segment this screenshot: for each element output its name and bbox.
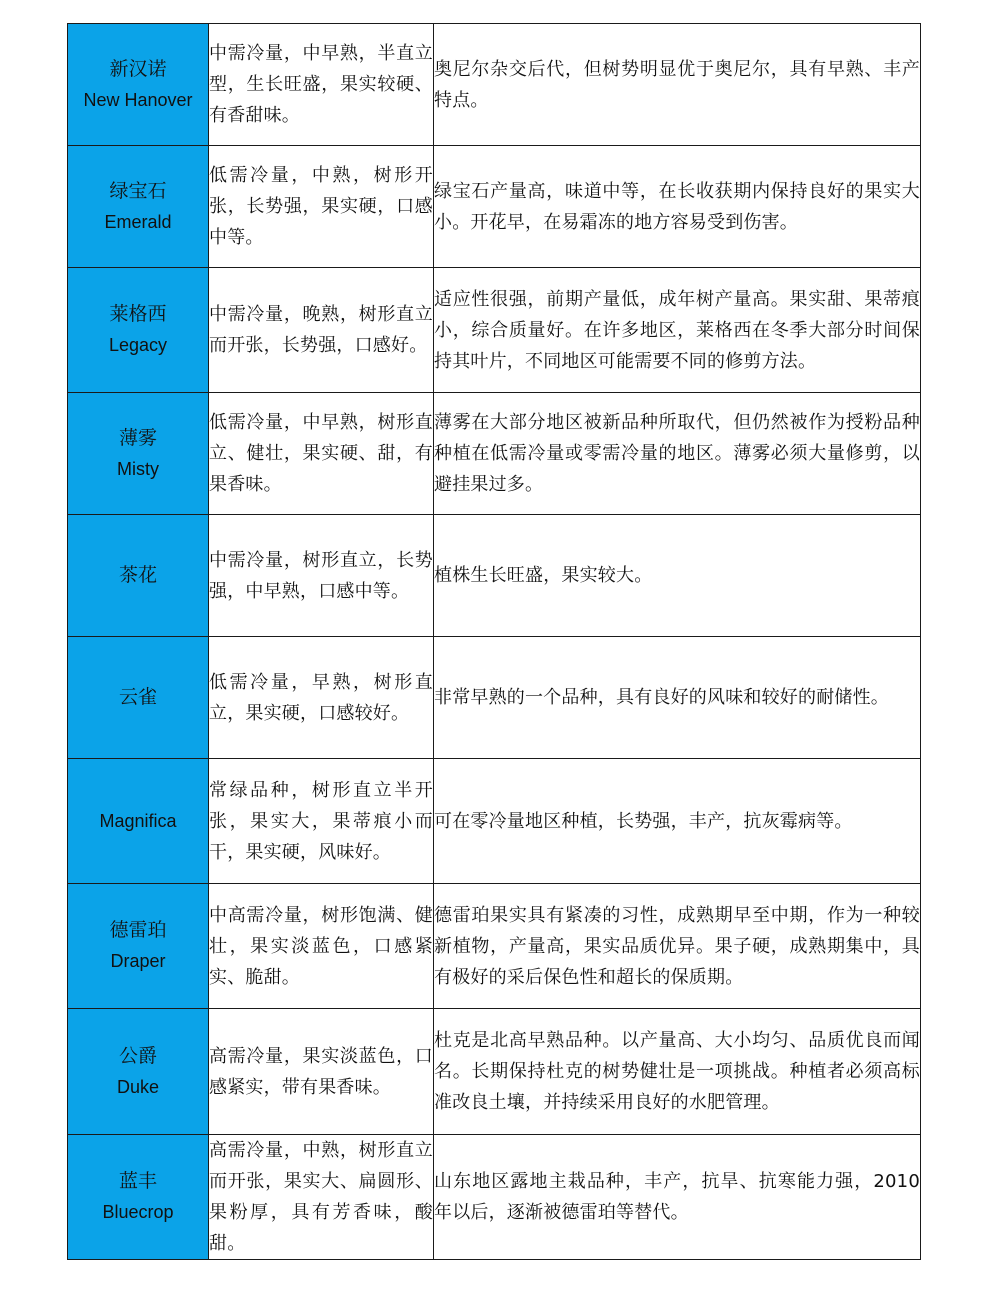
table-row [68, 393, 921, 515]
variety-name-cn: 薄雾 [118, 426, 157, 449]
table-row [68, 1135, 921, 1260]
variety-name-cell [68, 1009, 209, 1135]
variety-traits: 高需冷量，果实淡蓝色，口感紧实，带有果香味。 [209, 1009, 434, 1135]
variety-name-cn: 莱格西 [109, 303, 167, 325]
variety-description: 可在零冷量地区种植，长势强，丰产，抗灰霉病等。 [434, 759, 921, 884]
variety-description: 绿宝石产量高，味道中等，在长收获期内保持良好的果实大小。开花早，在易霜冻的地方容易受到伤害。 [434, 146, 921, 268]
variety-name-en: Emerald [104, 211, 172, 232]
variety-name-cn: 云雀 [118, 686, 157, 708]
variety-name-cell [68, 515, 209, 637]
variety-name-cell [68, 759, 209, 884]
variety-description: 薄雾在大部分地区被新品种所取代，但仍然被作为授粉品种种植在低需冷量或零需冷量的地区。薄雾必须大量修剪，以避挂果过多。 [434, 393, 921, 515]
variety-name-en: Misty [117, 458, 159, 479]
table-row [68, 1009, 921, 1135]
variety-description: 杜克是北高早熟品种。以产量高、大小均匀、品质优良而闻名。长期保持杜克的树势健壮是一项挑战。种植者必须高标准改良土壤，并持续采用良好的水肥管理。 [434, 1009, 921, 1135]
variety-name-cell [68, 884, 209, 1009]
variety-name-cell [68, 637, 209, 759]
table-row [68, 637, 921, 759]
variety-name-cn: 公爵 [118, 1044, 157, 1067]
variety-name-en: New Hanover [83, 89, 193, 110]
table-row [68, 24, 921, 146]
variety-name-cn: 新汉诺 [109, 57, 167, 80]
variety-name-cn: 绿宝石 [109, 179, 167, 202]
variety-name-cell [68, 393, 209, 515]
variety-name-cn: 德雷珀 [109, 919, 167, 941]
variety-traits: 常绿品种，树形直立半开张，果实大，果蒂痕小而干，果实硬，风味好。 [209, 759, 434, 884]
variety-traits: 低需冷量，中早熟，树形直立、健壮，果实硬、甜，有果香味。 [209, 393, 434, 515]
variety-traits: 高需冷量，中熟，树形直立而开张，果实大、扁圆形、果粉厚，具有芳香味，酸甜。 [209, 1135, 434, 1260]
variety-name-cell [68, 146, 209, 268]
variety-description: 适应性很强，前期产量低，成年树产量高。果实甜、果蒂痕小，综合质量好。在许多地区，莱格西在冬季大部分时间保持其叶片，不同地区可能需要不同的修剪方法。 [434, 268, 921, 393]
variety-description: 非常早熟的一个品种，具有良好的风味和较好的耐储性。 [434, 637, 921, 759]
variety-traits: 中需冷量，中早熟，半直立型，生长旺盛，果实较硬、有香甜味。 [209, 24, 434, 146]
variety-name-en: Draper [110, 951, 166, 971]
variety-name-en: Bluecrop [102, 1202, 174, 1222]
variety-name-cell [68, 1135, 209, 1260]
table-row [68, 146, 921, 268]
variety-name-en: Magnifica [99, 810, 177, 831]
variety-name-cn: 茶花 [118, 564, 157, 586]
variety-description: 植株生长旺盛，果实较大。 [434, 515, 921, 637]
variety-traits: 低需冷量，早熟，树形直立，果实硬，口感较好。 [209, 637, 434, 759]
variety-name-en: Legacy [108, 335, 168, 355]
variety-description: 德雷珀果实具有紧凑的习性，成熟期早至中期，作为一种较新植物，产量高，果实品质优异。果子硬，成熟期集中，具有极好的采后保色性和超长的保质期。 [434, 884, 921, 1009]
table-row [68, 884, 921, 1009]
variety-name-cell [68, 24, 209, 146]
variety-name-cell [68, 268, 209, 393]
variety-traits: 中需冷量，树形直立，长势强，中早熟，口感中等。 [209, 515, 434, 637]
variety-description: 奥尼尔杂交后代，但树势明显优于奥尼尔，具有早熟、丰产特点。 [434, 24, 921, 146]
variety-table [67, 23, 921, 1260]
table-row [68, 268, 921, 393]
variety-name-en: Duke [116, 1076, 160, 1097]
table-row [68, 515, 921, 637]
variety-description: 山东地区露地主栽品种，丰产，抗旱、抗寒能力强，2010 年以后，逐渐被德雷珀等替代。 [434, 1135, 921, 1260]
variety-traits: 低需冷量，中熟，树形开张，长势强，果实硬，口感中等。 [209, 146, 434, 268]
variety-traits: 中高需冷量，树形饱满、健壮，果实淡蓝色，口感紧实、脆甜。 [209, 884, 434, 1009]
table-row [68, 759, 921, 884]
variety-name-cn: 蓝丰 [118, 1170, 157, 1192]
variety-traits: 中需冷量，晚熟，树形直立而开张，长势强，口感好。 [209, 268, 434, 393]
